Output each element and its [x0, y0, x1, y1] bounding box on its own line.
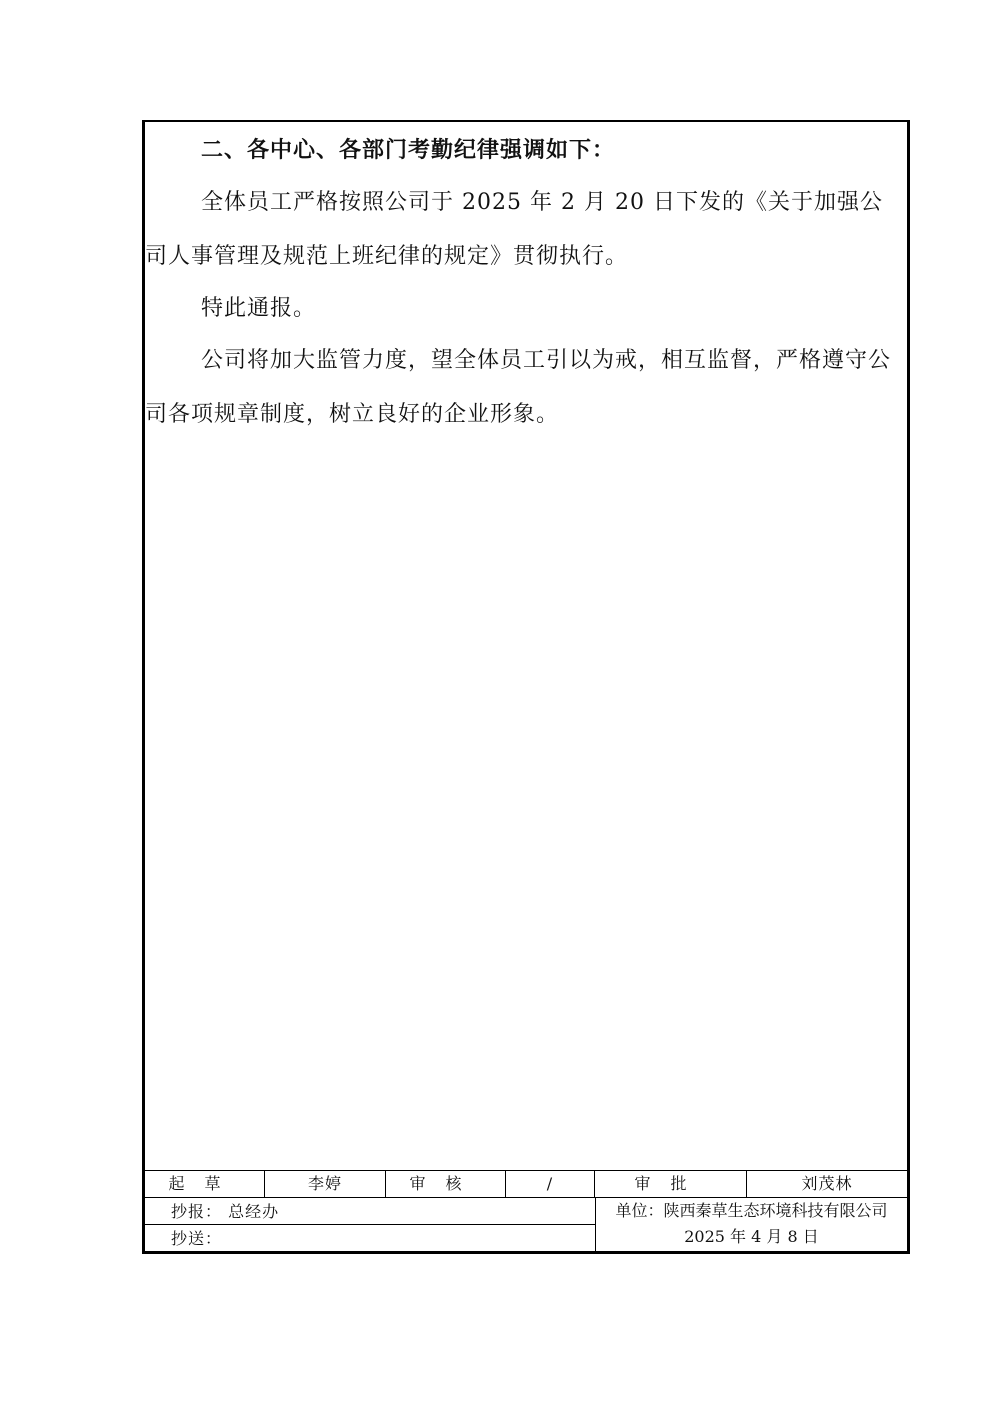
- draft-label: 起草: [145, 1171, 265, 1197]
- approve-name: 刘茂林: [801, 1174, 853, 1193]
- paragraph-supervision: 公司将加大监管力度，望全体员工引以为戒，相互监督，严格遵守公司各项规章制度，树立良好的企业形象。: [145, 348, 892, 427]
- report-label: 抄报：: [171, 1202, 223, 1221]
- send-cell: [145, 1225, 595, 1252]
- signoff-row-approvals: [145, 1171, 907, 1198]
- review-name: /: [506, 1171, 595, 1197]
- unit-line: [596, 1198, 907, 1224]
- section-heading: 二、各中心、各部门考勤纪律强调如下：: [201, 138, 616, 163]
- unit-label: 单位：: [615, 1201, 664, 1220]
- document-frame: [142, 120, 910, 1254]
- unit-cell: [595, 1198, 907, 1251]
- send-label: 抄送：: [171, 1229, 223, 1248]
- review-label: 审核: [386, 1171, 506, 1197]
- issue-date: 2025 年 4 月 8 日: [684, 1227, 819, 1246]
- draft-name: 李婷: [265, 1171, 386, 1197]
- signoff-table: [145, 1170, 907, 1250]
- report-value: 总经办: [228, 1202, 280, 1221]
- report-cell: [145, 1198, 595, 1225]
- unit-value: 陕西秦草生态环境科技有限公司: [663, 1201, 888, 1220]
- paragraph-regulation: 全体员工严格按照公司于 2025 年 2 月 20 日下发的《关于加强公司人事管理及规范上班纪律的规定》贯彻执行。: [145, 190, 883, 269]
- approve-label: 审批: [595, 1171, 747, 1197]
- paragraph-notice: 特此通报。: [201, 296, 317, 321]
